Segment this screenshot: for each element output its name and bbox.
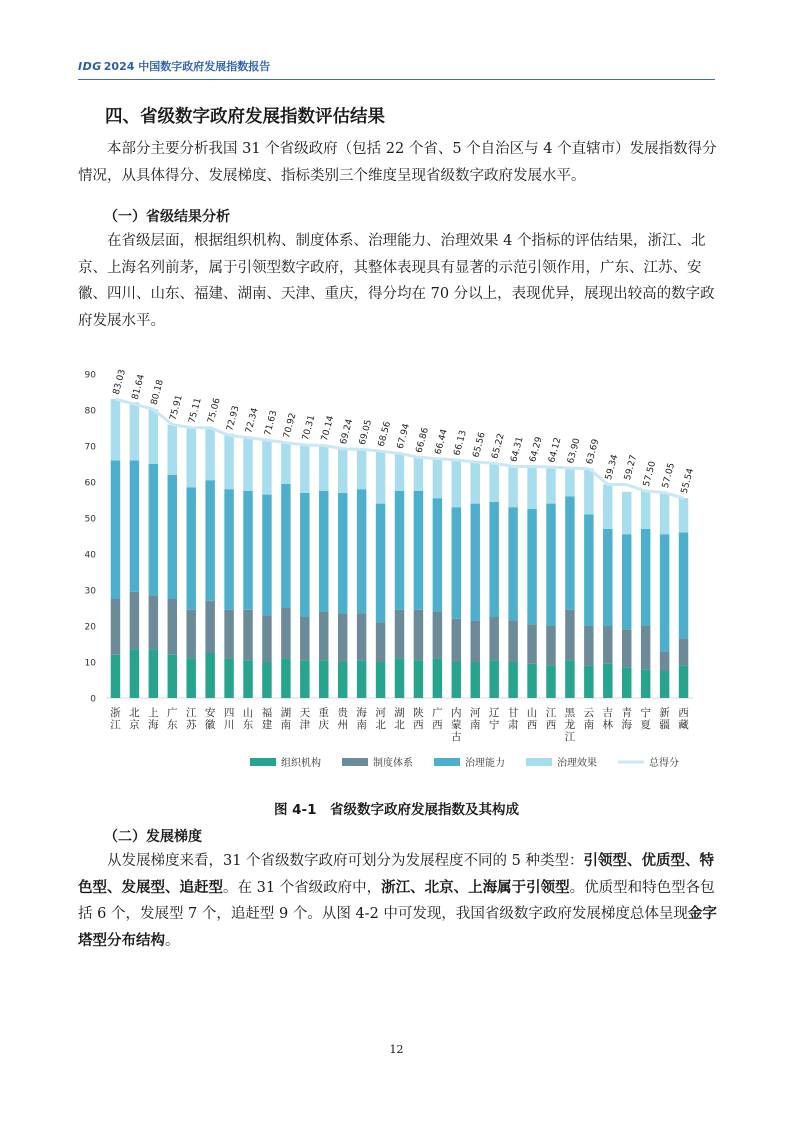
bar-segment <box>281 484 290 608</box>
category-label: 京 <box>129 719 140 731</box>
bar-segment <box>338 493 347 614</box>
bar-segment <box>149 649 158 698</box>
bar-segment <box>168 655 177 698</box>
category-label: 东 <box>167 719 178 731</box>
bar-segment <box>603 626 612 664</box>
bar-segment <box>205 428 214 480</box>
total-value-label: 70.31 <box>301 414 318 442</box>
bar-segment <box>414 610 423 660</box>
bar-segment <box>584 514 593 626</box>
total-value-label: 63.69 <box>585 438 602 466</box>
bar-segment <box>414 491 423 610</box>
category-label: 黑 <box>564 707 576 719</box>
total-value-label: 75.91 <box>168 394 185 422</box>
category-label: 海 <box>621 719 632 731</box>
legend-label: 治理能力 <box>465 758 505 769</box>
y-tick-label: 90 <box>84 370 96 381</box>
bar-segment <box>300 617 309 660</box>
legend-swatch <box>434 758 460 766</box>
total-value-label: 57.05 <box>660 461 678 490</box>
section-title: 四、省级数字政府发展指数评估结果 <box>105 107 385 127</box>
bar-segment <box>433 612 442 659</box>
total-value-label: 75.06 <box>206 397 223 425</box>
bar-segment <box>168 599 177 655</box>
bar-segment <box>546 467 555 503</box>
intro-paragraph: 本部分主要分析我国 31 个省级政府（包括 22 个省、5 个自治区与 4 个直辖市）发展指数得分情况，从具体得分、发展梯度、指标类别三个维度呈现省级数字政府发展水平。 <box>78 141 717 184</box>
gradient-text-1: 从发展梯度来看，31 个省级数字政府可划分为发展程度不同的 5 种类型： <box>107 853 584 869</box>
legend-swatch <box>342 758 368 766</box>
category-label: 海 <box>148 719 159 731</box>
bar-segment <box>452 460 461 507</box>
bar-segment <box>527 624 536 664</box>
bar-segment <box>168 475 177 599</box>
bar-segment <box>395 658 404 698</box>
bar-segment <box>565 468 574 496</box>
bar-segment <box>111 599 120 655</box>
bar-segment <box>471 662 480 698</box>
bar-segment <box>546 666 555 698</box>
category-label: 浙 <box>110 707 121 719</box>
bar-segment <box>660 534 669 651</box>
bar-segment <box>414 457 423 491</box>
bar-segment <box>641 669 650 698</box>
total-value-label: 70.14 <box>319 414 337 443</box>
bar-segment <box>395 453 404 491</box>
bar-segment <box>679 532 688 638</box>
category-label: 新 <box>659 707 670 719</box>
header-divider <box>78 79 715 80</box>
category-label: 川 <box>223 719 235 731</box>
category-label: 江 <box>110 719 121 731</box>
bar-segment <box>489 660 498 698</box>
bar-segment <box>281 608 290 658</box>
legend-label: 总得分 <box>649 758 679 769</box>
category-label: 山 <box>526 707 538 719</box>
bar-segment <box>622 630 631 668</box>
bar-segment <box>395 610 404 659</box>
bar-segment <box>130 592 139 650</box>
total-value-label: 69.24 <box>338 418 356 446</box>
bar-segment <box>603 529 612 626</box>
category-label: 海 <box>356 707 367 719</box>
bar-segment <box>433 658 442 698</box>
category-label: 广 <box>432 707 443 719</box>
total-value-label: 72.34 <box>244 406 261 435</box>
bar-segment <box>527 509 536 624</box>
bar-segment <box>508 507 517 620</box>
bar-segment <box>205 601 214 653</box>
bar-segment <box>508 662 517 698</box>
bar-segment <box>186 610 195 659</box>
category-label: 安 <box>204 707 216 719</box>
bar-segment <box>243 438 252 491</box>
bar-segment <box>338 449 347 493</box>
bar-segment <box>433 459 442 498</box>
y-tick-label: 10 <box>84 658 96 669</box>
bar-segment <box>319 612 328 661</box>
bar-segment <box>603 664 612 698</box>
bar-segment <box>395 491 404 610</box>
category-label: 南 <box>583 719 595 731</box>
bar-segment <box>584 469 593 515</box>
category-label: 重 <box>318 707 330 719</box>
bar-segment <box>584 626 593 666</box>
category-label: 东 <box>242 719 254 731</box>
bar-segment <box>641 491 650 529</box>
bar-segment <box>224 489 233 610</box>
category-label: 宁 <box>640 707 651 719</box>
bar-segment <box>357 613 366 660</box>
bar-segment <box>319 660 328 698</box>
bar-segment <box>622 534 631 629</box>
y-tick-label: 20 <box>84 622 96 633</box>
category-label: 北 <box>375 719 386 731</box>
bar-segment <box>565 610 574 660</box>
bar-segment <box>149 595 158 649</box>
total-value-label: 81.64 <box>130 373 147 401</box>
bar-segment <box>641 529 650 626</box>
category-label: 津 <box>299 719 311 731</box>
bar-segment <box>603 484 612 528</box>
category-label: 湖 <box>280 707 292 719</box>
gradient-bold-3: 金字塔型分布结构 <box>78 906 717 949</box>
bar-segment <box>224 658 233 698</box>
page-number: 12 <box>389 1043 404 1056</box>
category-label: 西 <box>526 719 538 731</box>
category-label: 江 <box>185 707 197 719</box>
subsection-title-1: （一）省级结果分析 <box>104 209 230 225</box>
bar-segment <box>660 651 669 671</box>
total-value-label: 69.05 <box>357 418 375 447</box>
bar-segment <box>130 460 139 591</box>
subsection-title-2: （二）发展梯度 <box>104 829 202 845</box>
total-value-label: 70.92 <box>282 411 299 440</box>
bar-segment <box>319 445 328 491</box>
bar-segment <box>262 662 271 698</box>
category-label: 西 <box>432 719 443 731</box>
category-label: 古 <box>451 731 462 743</box>
analysis-paragraph: 在省级层面，根据组织机构、制度体系、治理能力、治理效果 4 个指标的评估结果，浙江、北京、上海名列前茅，属于引领型数字政府，其整体表现具有显著的示范引领作用，广东、江苏、安徽、四川、山东、福建、湖南、天津、重庆，得分均在 70 分以上，表现优异，展现出较高的数字政府发展水平。 <box>78 233 715 329</box>
category-label: 四 <box>223 707 235 719</box>
total-value-label: 68.56 <box>376 420 394 448</box>
figure-caption: 图 4-1 省级数字政府发展指数及其构成 <box>273 802 520 818</box>
total-value-label: 55.54 <box>679 467 697 495</box>
category-label: 河 <box>469 707 481 719</box>
bar-segment <box>357 449 366 489</box>
bar-segment <box>508 621 517 662</box>
provincial-index-chart <box>78 360 718 785</box>
category-label: 湖 <box>394 707 405 719</box>
total-value-label: 63.90 <box>566 437 583 465</box>
category-label: 西 <box>545 719 557 731</box>
bar-segment <box>433 498 442 611</box>
bar-segment <box>262 615 271 662</box>
category-label: 庆 <box>318 719 330 731</box>
bar-segment <box>111 460 120 599</box>
total-value-label: 80.18 <box>149 378 166 407</box>
y-tick-label: 40 <box>84 550 96 561</box>
bar-segment <box>414 660 423 698</box>
legend-swatch <box>250 758 276 766</box>
bar-segment <box>471 504 480 621</box>
total-value-label: 72.93 <box>225 404 242 433</box>
bar-segment <box>452 662 461 698</box>
bar-segment <box>205 653 214 698</box>
bar-segment <box>584 666 593 698</box>
report-logo: IDG <box>78 59 102 73</box>
bar-segment <box>660 671 669 698</box>
total-value-label: 64.31 <box>509 435 526 464</box>
bar-segment <box>300 493 309 617</box>
category-label: 林 <box>602 719 614 731</box>
y-tick-label: 0 <box>90 694 96 705</box>
category-label: 州 <box>337 719 348 731</box>
bar-segment <box>149 409 158 464</box>
category-label: 肃 <box>507 719 519 731</box>
total-value-label: 59.27 <box>622 453 640 482</box>
legend-label: 组织机构 <box>281 758 321 769</box>
y-tick-label: 60 <box>84 478 96 489</box>
bar-segment <box>376 451 385 503</box>
total-value-label: 65.22 <box>490 432 507 460</box>
total-value-label: 64.12 <box>547 436 564 464</box>
bar-segment <box>319 491 328 612</box>
total-value-label: 75.11 <box>187 396 204 425</box>
category-label: 西 <box>678 707 689 719</box>
bar-segment <box>300 660 309 698</box>
bar-segment <box>186 487 195 609</box>
category-label: 广 <box>167 707 178 719</box>
category-label: 西 <box>413 719 424 731</box>
bar-segment <box>149 464 158 595</box>
bar-segment <box>376 622 385 662</box>
bar-segment <box>376 662 385 698</box>
bar-segment <box>111 399 120 460</box>
gradient-text-2: 。在 31 个省级政府中， <box>223 879 382 896</box>
bar-segment <box>508 466 517 507</box>
total-value-label: 65.56 <box>471 431 488 459</box>
legend-swatch <box>526 758 552 766</box>
gradient-text-4: 。 <box>165 932 180 949</box>
bar-segment <box>546 626 555 666</box>
category-label: 南 <box>356 719 367 731</box>
bar-segment <box>622 667 631 698</box>
legend-label: 治理效果 <box>557 758 597 769</box>
bar-segment <box>357 660 366 698</box>
bar-segment <box>357 489 366 613</box>
category-label: 江 <box>564 731 576 743</box>
bar-segment <box>224 610 233 659</box>
bar-segment <box>660 493 669 535</box>
bar-segment <box>679 498 688 532</box>
gradient-paragraph <box>78 848 718 954</box>
bar-segment <box>168 425 177 475</box>
category-label: 宁 <box>488 719 500 731</box>
bar-segment <box>679 666 688 698</box>
gradient-text-3: 。优质型和特色型各包括 6 个，发展型 7 个，追赶型 9 个。从图 4-2 中可发现，我国省级数字政府发展梯度总体呈现 <box>78 879 715 922</box>
category-label: 北 <box>394 719 405 731</box>
bar-segment <box>281 443 290 484</box>
bar-segment <box>300 445 309 493</box>
bar-segment <box>205 480 214 601</box>
category-label: 南 <box>469 719 481 731</box>
bar-segment <box>243 491 252 610</box>
bar-segment <box>489 617 498 660</box>
report-title: 2024 中国数字政府发展指数报告 <box>103 60 271 73</box>
category-label: 福 <box>261 707 273 719</box>
legend-label: 制度体系 <box>373 758 413 769</box>
y-tick-label: 50 <box>84 514 96 525</box>
y-tick-label: 30 <box>84 586 96 597</box>
total-value-label: 59.34 <box>604 453 621 482</box>
page-header <box>78 58 270 74</box>
bar-segment <box>262 440 271 494</box>
category-label: 辽 <box>488 707 500 719</box>
category-label: 陕 <box>413 707 424 719</box>
bar-segment <box>111 655 120 698</box>
total-value-label: 66.86 <box>414 426 432 455</box>
category-label: 蒙 <box>451 719 462 731</box>
bar-segment <box>565 660 574 698</box>
category-label: 上 <box>148 707 159 719</box>
category-label: 内 <box>451 707 462 719</box>
category-label: 青 <box>621 707 632 719</box>
y-tick-label: 80 <box>84 406 96 417</box>
bar-segment <box>452 507 461 619</box>
total-value-label: 71.63 <box>263 409 280 437</box>
bar-segment <box>471 621 480 662</box>
bar-segment <box>622 492 631 534</box>
bar-segment <box>489 463 498 502</box>
total-value-label: 57.50 <box>641 460 659 488</box>
bar-segment <box>489 502 498 617</box>
bar-segment <box>527 664 536 698</box>
category-label: 山 <box>242 707 254 719</box>
bar-segment <box>224 434 233 490</box>
bar-segment <box>186 428 195 488</box>
gradient-bold-2: 浙江、北京、上海属于引领型 <box>381 879 570 896</box>
bar-segment <box>130 649 139 698</box>
category-label: 建 <box>261 719 273 731</box>
category-label: 贵 <box>337 707 348 719</box>
bar-segment <box>338 662 347 698</box>
category-label: 吉 <box>602 707 614 719</box>
y-tick-label: 70 <box>84 442 96 453</box>
bar-segment <box>471 462 480 504</box>
category-label: 南 <box>280 719 292 731</box>
category-label: 江 <box>545 707 557 719</box>
bar-segment <box>186 658 195 698</box>
total-value-label: 83.03 <box>111 368 129 396</box>
bar-segment <box>641 626 650 669</box>
bar-segment <box>376 504 385 623</box>
total-value-label: 67.94 <box>395 422 413 451</box>
gradient-bold-1: 引领型、优质型、特色型、发展型、追赶型 <box>78 853 715 896</box>
category-label: 徽 <box>204 719 216 731</box>
total-value-label: 66.44 <box>433 428 450 456</box>
category-label: 北 <box>129 707 140 719</box>
category-label: 夏 <box>640 719 651 731</box>
bar-segment <box>262 495 271 616</box>
bar-segment <box>546 504 555 626</box>
bar-segment <box>338 613 347 662</box>
bar-segment <box>243 660 252 698</box>
category-label: 河 <box>375 707 386 719</box>
category-label: 龙 <box>564 719 576 731</box>
total-value-label: 66.13 <box>452 429 469 457</box>
bar-segment <box>565 496 574 609</box>
bar-segment <box>679 639 688 666</box>
category-label: 苏 <box>185 719 197 731</box>
bar-segment <box>130 402 139 460</box>
category-label: 天 <box>299 707 311 719</box>
bar-segment <box>527 467 536 509</box>
bar-segment <box>281 658 290 698</box>
category-label: 藏 <box>678 719 689 731</box>
bar-segment <box>243 610 252 660</box>
category-label: 甘 <box>507 707 519 719</box>
total-value-label: 64.29 <box>528 435 545 464</box>
bar-segment <box>452 619 461 662</box>
category-label: 云 <box>583 707 595 719</box>
category-label: 疆 <box>659 719 670 731</box>
